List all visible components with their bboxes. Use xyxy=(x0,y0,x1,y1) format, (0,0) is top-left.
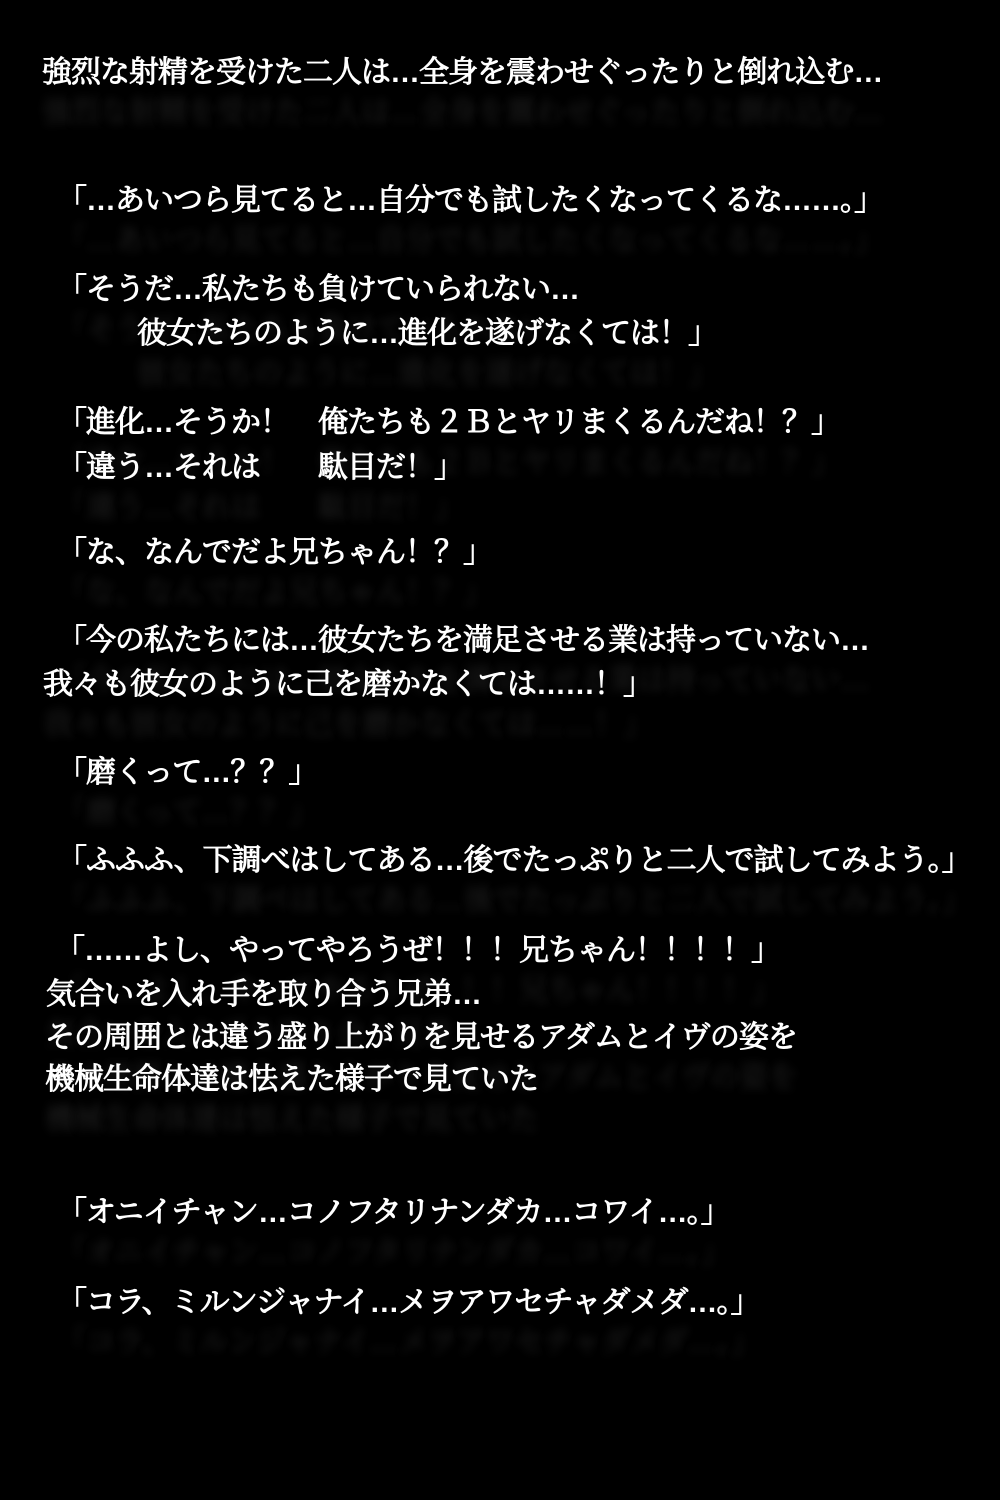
dialogue-line: 「…あいつら見てると…自分でも試したくなってくるな……。」 xyxy=(57,184,883,217)
dialogue-line: 「進化…そうか！ 俺たちも２Ｂとヤリまくるんだね！？」 xyxy=(57,406,840,439)
dialogue-line: 「コラ、ミルンジャナイ…メヲアワセチャダメダ…。」 xyxy=(57,1286,760,1319)
dialogue-line: 「今の私たちには…彼女たちを満足させる業は持っていない… xyxy=(57,624,869,657)
dialogue-line: 「ふふふ、下調べはしてある…後でたっぷりと二人で試してみよう。」 xyxy=(57,844,971,877)
narration-line: 気合いを入れ手を取り合う兄弟… xyxy=(46,978,481,1011)
dialogue-line-continuation: 我々も彼女のように己を磨かなくては……！」 xyxy=(43,668,652,701)
dialogue-line: 「磨くって…？？」 xyxy=(57,756,318,789)
dialogue-line: 「オニイチャン…コノフタリナンダカ…コワイ…。」 xyxy=(57,1196,730,1229)
dialogue-line: 「な、なんでだよ兄ちゃん！？」 xyxy=(57,536,492,569)
narration-line: 機械生命体達は怯えた様子で見ていた xyxy=(45,1063,538,1096)
narration-line: 強烈な射精を受けた二人は…全身を震わせぐったりと倒れ込む… xyxy=(42,56,883,89)
dialogue-line-continuation: 彼女たちのように…進化を遂げなくては！」 xyxy=(137,317,717,350)
dialogue-line: 「そうだ…私たちも負けていられない… xyxy=(57,273,579,306)
narration-line: その周囲とは違う盛り上がりを見せるアダムとイヴの姿を xyxy=(45,1021,797,1054)
dialogue-line: 「違う…それは 駄目だ！」 xyxy=(57,451,463,484)
dialogue-line: 「……よし、やってやろうぜ！！！兄ちゃん！！！！」 xyxy=(55,934,780,967)
